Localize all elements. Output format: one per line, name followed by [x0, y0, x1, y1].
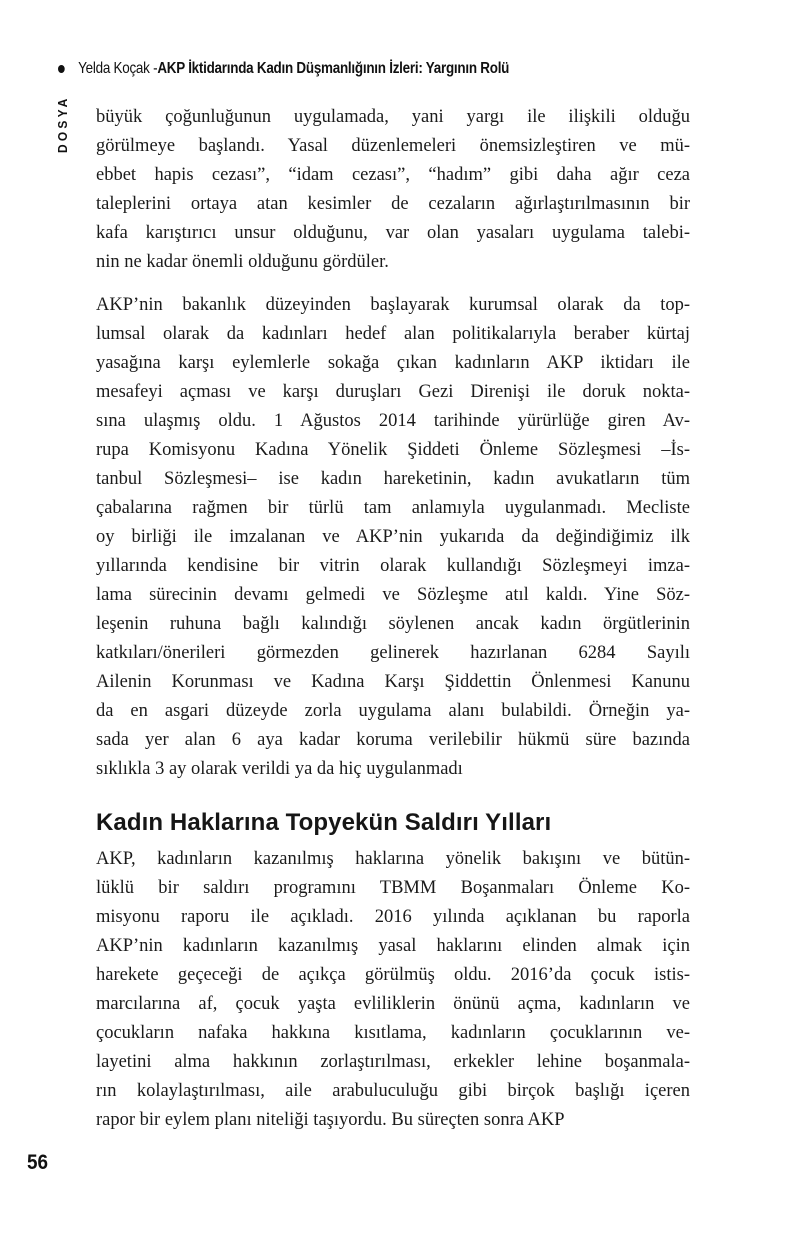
text-line: görülmeye başlandı. Yasal düzenlemeleri önemsizleştiren ve mü-: [96, 136, 690, 156]
text-line: taleplerini ortaya atan kesimler de cezaların ağırlaştırılmasının bir: [96, 194, 690, 214]
text-line: katkıları/önerileri görmezden gelinerek hazırlanan 6284 Sayılı: [96, 643, 690, 663]
text-line: marcılarına af, çocuk yaşta evliliklerin önünü açma, kadınların ve: [96, 994, 690, 1014]
text-line: sına ulaşmış oldu. 1 Ağustos 2014 tarihinde yürürlüğe giren Av-: [96, 411, 690, 431]
text-line: AKP, kadınların kazanılmış haklarına yönelik bakışını ve bütün-: [96, 849, 690, 869]
body-text-column: [96, 103, 690, 1135]
text-line: kafa karıştırıcı unsur olduğunu, var olan yasaları uygulama talebi-: [96, 223, 690, 243]
author-name: Yelda Koçak -: [78, 60, 158, 77]
text-line: rın kolaylaştırılması, aile arabuluculuğu gibi birçok başlığı içeren: [96, 1081, 690, 1101]
text-line: yasağına karşı eylemlerle sokağa çıkan kadınların AKP iktidarı ile: [96, 353, 690, 373]
text-line: ebbet hapis cezası”, “idam cezası”, “hadım” gibi daha ağır ceza: [96, 165, 690, 185]
section-sidebar-label: DOSYA: [55, 95, 70, 153]
section-heading: Kadın Haklarına Topyekün Saldırı Yılları: [96, 809, 552, 836]
text-line: misyonu raporu ile açıkladı. 2016 yılında açıklanan bu raporla: [96, 907, 690, 927]
text-line: harekete geçeceği de açıkça görülmüş oldu. 2016’da çocuk istis-: [96, 965, 690, 985]
text-line: lumsal olarak da kadınları hedef alan politikalarıyla beraber kürtaj: [96, 324, 690, 344]
text-line: layetini alma hakkının zorlaştırılması, erkekler lehine boşanmala-: [96, 1052, 690, 1072]
running-header: [58, 60, 509, 78]
paragraph: [96, 845, 690, 1135]
text-line: nin ne kadar önemli olduğunu gördüler.: [96, 252, 389, 272]
text-line: rapor bir eylem planı niteliği taşıyordu. Bu süreçten sonra AKP: [96, 1110, 565, 1130]
text-line: leşenin ruhuna bağlı kalındığı söylenen ancak kadın örgütlerinin: [96, 614, 690, 634]
text-line: çabalarına rağmen bir türlü tam anlamıyla uygulanmadı. Mecliste: [96, 498, 690, 518]
text-line: yıllarında kendisine bir vitrin olarak kullandığı Sözleşmeyi imza-: [96, 556, 690, 576]
text-line: sıklıkla 3 ay olarak verildi ya da hiç uygulanmadı: [96, 759, 463, 779]
text-line: büyük çoğunluğunun uygulamada, yani yargı ile ilişkili olduğu: [96, 107, 690, 127]
bullet-icon: [58, 65, 65, 73]
text-line: da en asgari düzeyde zorla uygulama alanı bulabildi. Örneğin ya-: [96, 701, 690, 721]
paragraph: [96, 103, 690, 277]
text-line: oy birliği ile imzalanan ve AKP’nin yukarıda da değindiğimiz ilk: [96, 527, 690, 547]
text-line: Ailenin Korunması ve Kadına Karşı Şiddettin Önlenmesi Kanunu: [96, 672, 690, 692]
text-line: lama sürecinin devamı gelmedi ve Sözleşme atıl kaldı. Yine Söz-: [96, 585, 690, 605]
page-number: 56: [27, 1151, 49, 1174]
text-line: çocukların nafaka hakkına kısıtlama, kadınların çocuklarının ve-: [96, 1023, 690, 1043]
text-line: lüklü bir saldırı programını TBMM Boşanmaları Önleme Ko-: [96, 878, 690, 898]
text-line: rupa Komisyonu Kadına Yönelik Şiddeti Önleme Sözleşmesi –İs-: [96, 440, 690, 460]
text-line: AKP’nin kadınların kazanılmış yasal haklarını elinden almak için: [96, 936, 690, 956]
text-line: AKP’nin bakanlık düzeyinden başlayarak kurumsal olarak da top-: [96, 295, 690, 315]
text-line: mesafeyi açması ve karşı duruşları Gezi Direnişi ile doruk nokta-: [96, 382, 690, 402]
paragraph: [96, 291, 690, 784]
text-line: sada yer alan 6 aya kadar koruma verilebilir hükmü süre bazında: [96, 730, 690, 750]
article-title: AKP İktidarında Kadın Düşmanlığının İzleri: Yargının Rolü: [157, 60, 510, 77]
text-line: tanbul Sözleşmesi– ise kadın hareketinin, kadın avukatların tüm: [96, 469, 690, 489]
